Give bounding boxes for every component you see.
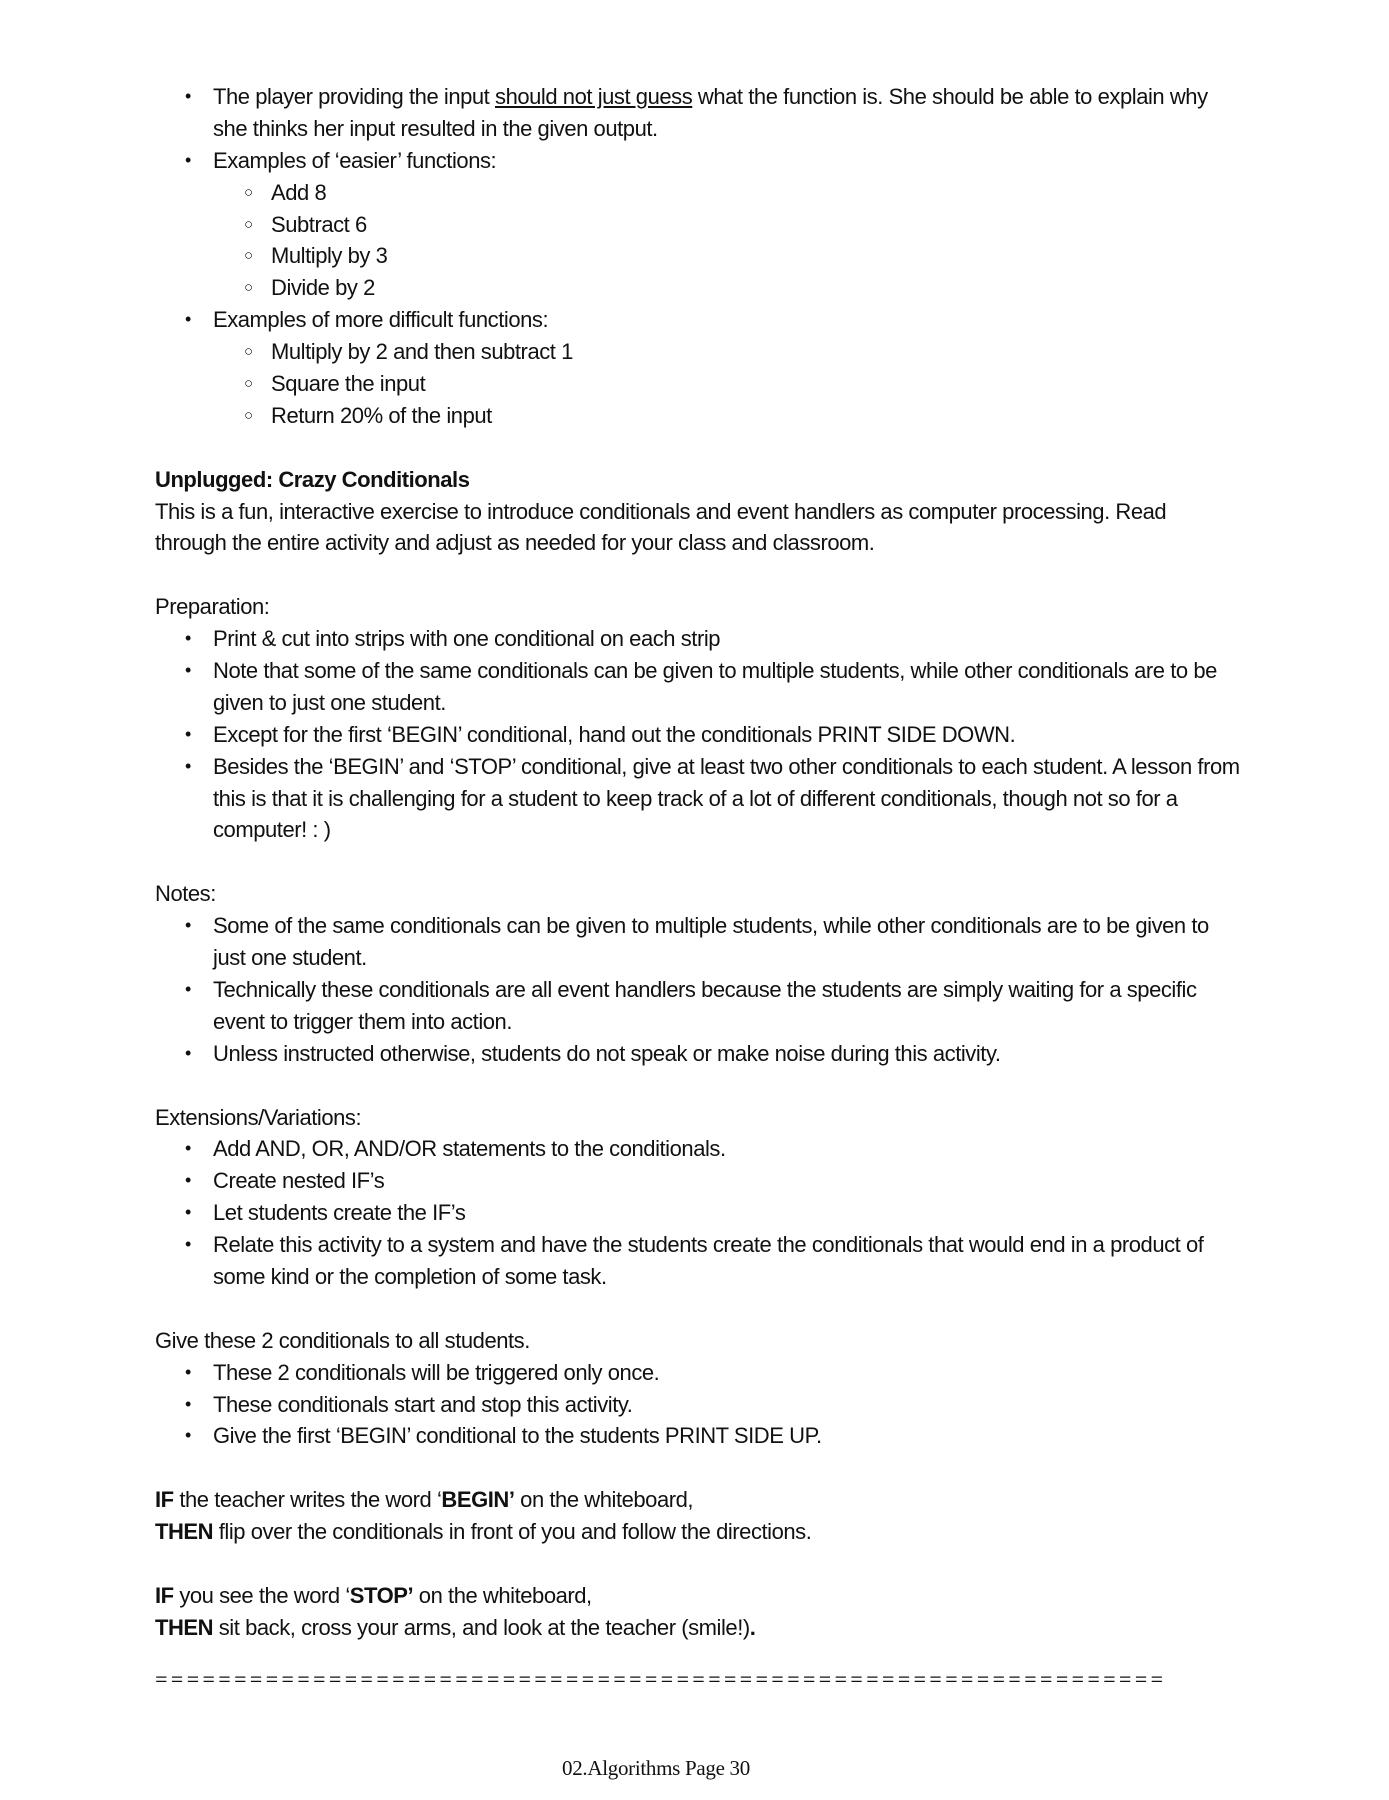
bullet-icon: • bbox=[185, 1042, 191, 1063]
bullet-icon: • bbox=[185, 915, 191, 936]
circle-bullet-icon: ○ bbox=[244, 343, 253, 361]
text: on the whiteboard, bbox=[413, 1582, 592, 1608]
document-body bbox=[155, 81, 1365, 1644]
text: given to just one student. bbox=[213, 689, 446, 715]
text-line bbox=[155, 1516, 1365, 1548]
list-item bbox=[155, 368, 1365, 400]
bullet-icon: • bbox=[185, 660, 191, 681]
bold-text: THEN bbox=[155, 1614, 214, 1640]
text: Relate this activity to a system and have the students create the conditionals that would end in a product of bbox=[213, 1232, 1204, 1258]
text: Multiply by 3 bbox=[271, 243, 388, 269]
text-line bbox=[155, 942, 1365, 974]
list-item bbox=[155, 974, 1365, 1006]
blank-line bbox=[155, 846, 1365, 878]
text: Notes: bbox=[155, 881, 216, 907]
list-item bbox=[155, 1229, 1365, 1261]
text-line bbox=[155, 591, 1365, 623]
circle-bullet-icon: ○ bbox=[244, 279, 253, 297]
text: on the whiteboard, bbox=[514, 1487, 694, 1513]
list-item bbox=[155, 1197, 1365, 1229]
text-line bbox=[155, 1325, 1365, 1357]
text: just one student. bbox=[213, 945, 367, 971]
text-line bbox=[155, 1484, 1365, 1516]
list-item bbox=[155, 751, 1365, 783]
text-line bbox=[155, 113, 1365, 145]
text-line bbox=[155, 1580, 1365, 1612]
list-item bbox=[155, 719, 1365, 751]
list-item bbox=[155, 145, 1365, 177]
bold-text: . bbox=[749, 1614, 756, 1640]
circle-bullet-icon: ○ bbox=[244, 375, 253, 393]
bold-text: IF bbox=[155, 1487, 174, 1513]
text: Multiply by 2 and then subtract 1 bbox=[271, 339, 573, 365]
text-line bbox=[155, 1102, 1365, 1134]
text-line bbox=[155, 1006, 1365, 1038]
list-item bbox=[155, 400, 1365, 432]
text: Some of the same conditionals can be given to multiple students, while other conditionals are to be given to bbox=[213, 913, 1209, 939]
text: Technically these conditionals are all event handlers because the students are simply waiting for a specific bbox=[213, 976, 1197, 1002]
text: Examples of more difficult functions: bbox=[213, 307, 549, 333]
separator-line: ================================================================ bbox=[155, 1672, 1167, 1691]
list-item bbox=[155, 1038, 1365, 1070]
circle-bullet-icon: ○ bbox=[244, 247, 253, 265]
text-line bbox=[155, 1612, 1365, 1644]
text-line bbox=[155, 496, 1365, 528]
text-line bbox=[155, 878, 1365, 910]
text: sit back, cross your arms, and look at the teacher (smile!) bbox=[213, 1614, 750, 1640]
list-item bbox=[155, 623, 1365, 655]
list-item bbox=[155, 655, 1365, 687]
text: Examples of ‘easier’ functions: bbox=[213, 147, 497, 173]
page-footer: 02.Algorithms Page 30 bbox=[562, 1756, 750, 1780]
circle-bullet-icon: ○ bbox=[244, 215, 253, 233]
text-line bbox=[155, 1261, 1365, 1293]
text: Print & cut into strips with one conditional on each strip bbox=[213, 626, 721, 652]
blank-line bbox=[155, 559, 1365, 591]
bullet-icon: • bbox=[185, 149, 191, 170]
text: Preparation: bbox=[155, 594, 270, 620]
blank-line bbox=[155, 1548, 1365, 1580]
text: this is that it is challenging for a student to keep track of a lot of different conditionals, though not so for a bbox=[213, 785, 1178, 811]
text-line bbox=[155, 687, 1365, 719]
text: Besides the ‘BEGIN’ and ‘STOP’ conditional, give at least two other conditionals to each student. A lesson from bbox=[213, 753, 1240, 779]
list-item bbox=[155, 272, 1365, 304]
list-item bbox=[155, 336, 1365, 368]
list-item bbox=[155, 910, 1365, 942]
blank-line bbox=[155, 1070, 1365, 1102]
blank-line bbox=[155, 1293, 1365, 1325]
text-line bbox=[155, 464, 1365, 496]
list-item bbox=[155, 81, 1365, 113]
circle-bullet-icon: ○ bbox=[244, 406, 253, 424]
list-item bbox=[155, 240, 1365, 272]
text: These conditionals start and stop this activity. bbox=[213, 1391, 633, 1417]
text: Extensions/Variations: bbox=[155, 1104, 362, 1130]
list-item bbox=[155, 1133, 1365, 1165]
bold-text: THEN bbox=[155, 1519, 214, 1545]
bullet-icon: • bbox=[185, 1170, 191, 1191]
text: she thinks her input resulted in the given output. bbox=[213, 115, 658, 141]
text: some kind or the completion of some task. bbox=[213, 1263, 607, 1289]
text: Except for the first ‘BEGIN’ conditional, hand out the conditionals PRINT SIDE DOWN. bbox=[213, 721, 1016, 747]
circle-bullet-icon: ○ bbox=[244, 183, 253, 201]
text: you see the word ‘ bbox=[173, 1582, 350, 1608]
list-item bbox=[155, 1357, 1365, 1389]
bullet-icon: • bbox=[185, 309, 191, 330]
text-line bbox=[155, 814, 1365, 846]
text: computer! : ) bbox=[213, 817, 331, 843]
bullet-icon: • bbox=[185, 628, 191, 649]
bullet-icon: • bbox=[185, 723, 191, 744]
text: Add AND, OR, AND/OR statements to the conditionals. bbox=[213, 1136, 726, 1162]
list-item bbox=[155, 1165, 1365, 1197]
bullet-icon: • bbox=[185, 86, 191, 106]
text: Note that some of the same conditionals can be given to multiple students, while other conditionals are to be bbox=[213, 658, 1217, 684]
bullet-icon: • bbox=[185, 1234, 191, 1255]
list-item bbox=[155, 304, 1365, 336]
bullet-icon: • bbox=[185, 978, 191, 999]
bold-text: BEGIN’ bbox=[441, 1487, 515, 1513]
text: Unless instructed otherwise, students do not speak or make noise during this activity. bbox=[213, 1040, 1001, 1066]
bullet-icon: • bbox=[185, 1361, 191, 1382]
text: Give these 2 conditionals to all students. bbox=[155, 1327, 530, 1353]
text: the teacher writes the word ‘ bbox=[173, 1487, 442, 1513]
text: These 2 conditionals will be triggered only once. bbox=[213, 1359, 660, 1385]
text: Divide by 2 bbox=[271, 275, 375, 301]
bullet-icon: • bbox=[185, 1202, 191, 1223]
text-line bbox=[155, 783, 1365, 815]
text: Subtract 6 bbox=[271, 211, 367, 237]
text: Create nested IF’s bbox=[213, 1168, 385, 1194]
bold-text: Unplugged: Crazy Conditionals bbox=[155, 466, 470, 492]
text: flip over the conditionals in front of you and follow the directions. bbox=[213, 1519, 812, 1545]
list-item bbox=[155, 177, 1365, 209]
text: The player providing the input bbox=[213, 84, 496, 109]
text-line bbox=[155, 527, 1365, 559]
list-item bbox=[155, 209, 1365, 241]
text: event to trigger them into action. bbox=[213, 1008, 512, 1034]
bullet-icon: • bbox=[185, 755, 191, 776]
bold-text: IF bbox=[155, 1582, 174, 1608]
blank-line bbox=[155, 1452, 1365, 1484]
text: Let students create the IF’s bbox=[213, 1200, 466, 1226]
blank-line bbox=[155, 432, 1365, 464]
bullet-icon: • bbox=[185, 1425, 191, 1446]
text: Give the first ‘BEGIN’ conditional to the students PRINT SIDE UP. bbox=[213, 1423, 822, 1449]
bold-text: STOP’ bbox=[349, 1582, 414, 1608]
bullet-icon: • bbox=[185, 1138, 191, 1159]
text: what the function is. She should be able to explain why bbox=[692, 84, 1208, 109]
list-item bbox=[155, 1389, 1365, 1421]
text: Add 8 bbox=[271, 179, 327, 205]
text: Return 20% of the input bbox=[271, 402, 492, 428]
text: This is a fun, interactive exercise to introduce conditionals and event handlers as computer processing. Read bbox=[155, 498, 1167, 524]
underlined-text: should not just guess bbox=[495, 84, 693, 109]
text: through the entire activity and adjust as needed for your class and classroom. bbox=[155, 530, 875, 556]
text: Square the input bbox=[271, 371, 426, 397]
bullet-icon: • bbox=[185, 1393, 191, 1414]
list-item bbox=[155, 1420, 1365, 1452]
